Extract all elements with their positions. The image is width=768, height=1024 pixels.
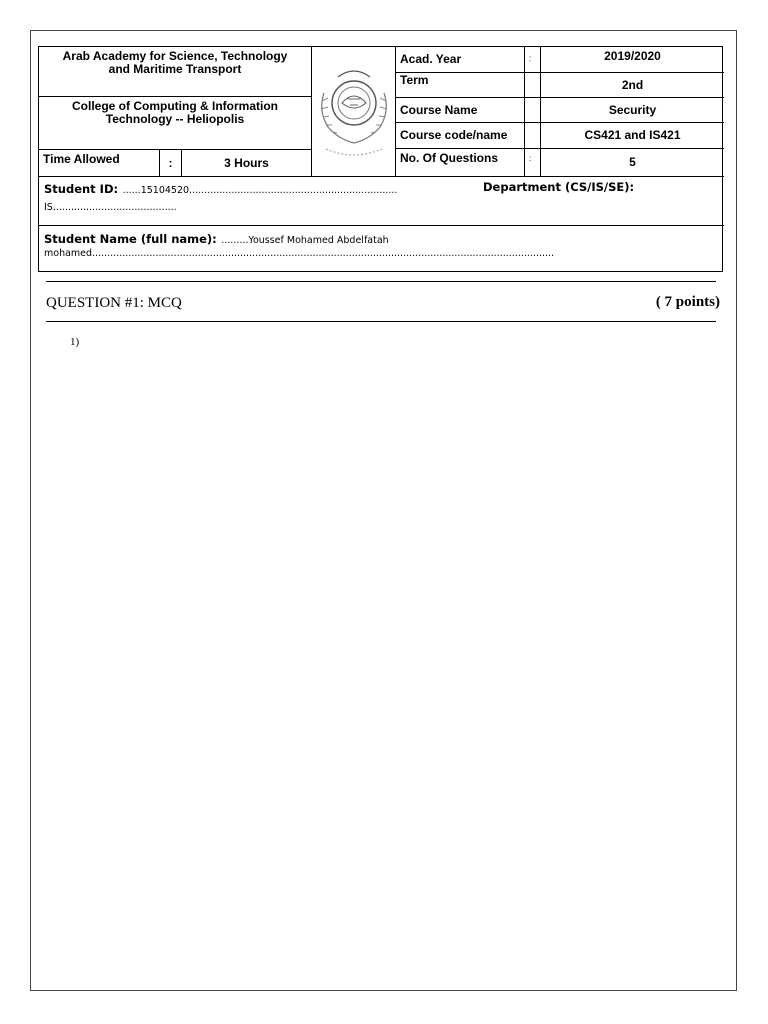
field-colon-num-questions: : [525,149,541,177]
time-allowed-colon: : [160,150,182,177]
question-item: 1) [70,336,80,348]
field-value-course-code: CS421 and IS421 [541,123,724,149]
field-label-course-code: Course code/name [396,123,525,149]
student-id-value: ......15104520..................................................................... [122,185,398,196]
field-colon-acad-year: : [525,47,541,73]
separator-bottom [46,321,716,327]
student-name-value-line2: mohamed......................................................................................................................................................... [44,248,555,259]
field-label-acad-year: Acad. Year [396,47,525,73]
seal-cell [312,47,396,177]
department-label: Department (CS/IS/SE): [483,180,635,194]
field-colon-course-code [525,123,541,149]
field-value-acad-year: 2019/2020 [541,47,724,73]
time-allowed-label: Time Allowed [39,150,160,177]
department-value: IS......................................... [44,202,177,213]
student-name-label: Student Name (full name): [44,232,217,246]
student-id-label: Student ID: [44,182,119,196]
academy-seal-logo [312,53,396,165]
college-line1: College of Computing & Information [72,99,278,113]
question-title: QUESTION #1: MCQ [46,295,182,311]
field-value-term: 2nd [541,73,724,98]
institution-line1: Arab Academy for Science, Technology [62,49,288,63]
college-line2: Technology -- Heliopolis [105,112,245,126]
student-name-row [39,226,724,271]
question-points: ( 7 points) [655,294,720,310]
college-cell [39,97,312,150]
institution-cell [39,47,312,97]
separator-top [46,281,716,287]
field-label-course-name: Course Name [396,98,525,123]
institution-line2: and Maritime Transport [108,62,242,76]
field-label-num-questions: No. Of Questions [396,149,525,177]
student-id-row [39,177,724,226]
field-label-term: Term [396,73,525,98]
field-colon-term [525,73,541,98]
field-colon-course-name [525,98,541,123]
field-value-num-questions: 5 [541,149,724,177]
field-value-course-name: Security [541,98,724,123]
time-allowed-value: 3 Hours [182,150,312,177]
student-name-value-line1: .........Youssef Mohamed Abdelfatah [221,235,389,246]
exam-header-table [38,46,723,272]
